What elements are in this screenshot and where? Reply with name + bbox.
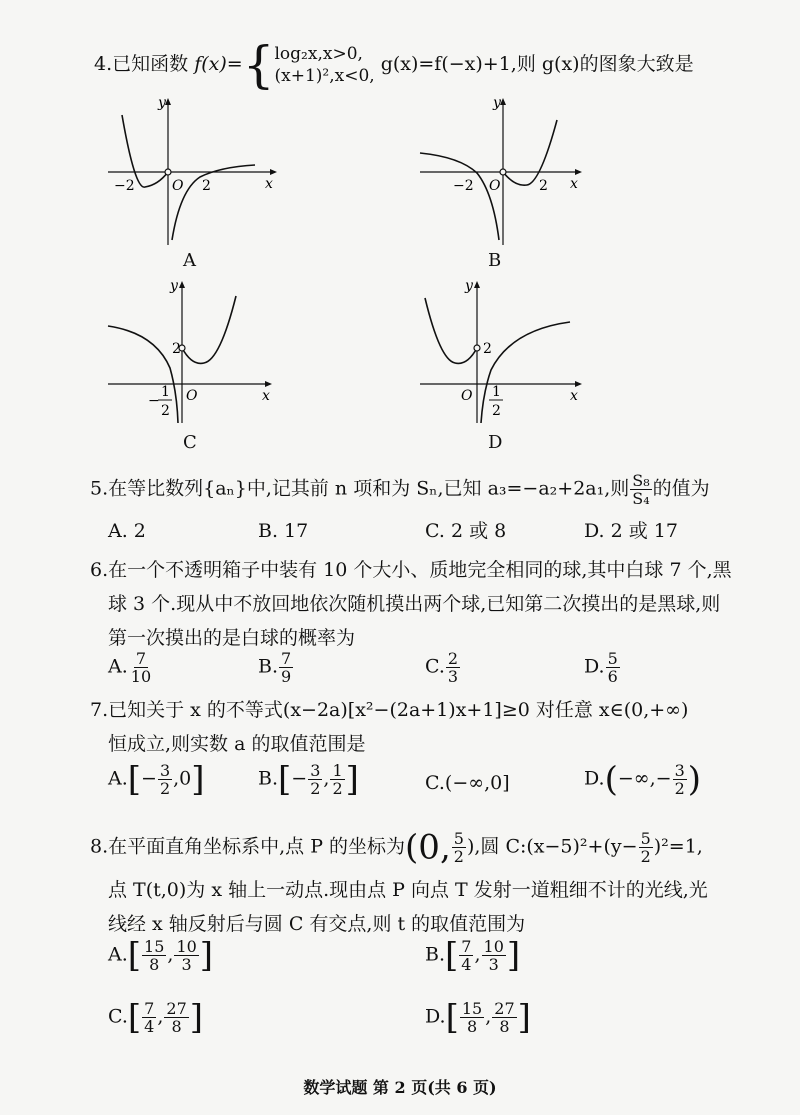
q8-l1c: ),圆 C:(x−5)²+ (466, 835, 604, 858)
q8-option-b-open: [ (445, 935, 459, 976)
graph-d-y-arrow (474, 281, 480, 288)
q8-option-c-n1: 7 (144, 999, 155, 1018)
q6-option-c-num: 2 (447, 649, 459, 668)
q8-option-d: D.[ $\frac{15}{8}$ , $\frac{27}{8}$ ] (425, 997, 531, 1038)
graph-a-open-point (165, 169, 171, 175)
q8-option-c: C.[ $\frac{7}{4}$ , $\frac{27}{8}$ ] (108, 997, 204, 1038)
q7-option-b-den2: 2 (332, 779, 343, 798)
q6-option-c-den: 3 (447, 667, 459, 686)
q8-option-c-frac1 (142, 1000, 156, 1035)
q8-option-a-frac1 (142, 938, 166, 973)
q8-option-a-letter: A. (108, 943, 128, 966)
graph-a-x-arrow (270, 169, 277, 175)
graph-b-label: B (488, 250, 502, 271)
graph-d-x-label: x (570, 388, 578, 404)
graph-b-x-arrow (575, 169, 582, 175)
graph-b-y-label: y (493, 95, 501, 111)
q8-option-a: A.[ $\frac{15}{8}$ , $\frac{10}{3}$ ] (108, 935, 214, 976)
q6-option-a-num: 7 (135, 649, 147, 668)
q6-option-a (108, 650, 154, 685)
q8-option-d-n2: 27 (494, 999, 515, 1018)
graph-c-origin: O (186, 388, 198, 404)
q7-option-c-text: (−∞,0] (444, 772, 510, 794)
q8-option-c-open: [ (127, 997, 142, 1038)
q7-option-a-frac (158, 762, 172, 797)
graph-b-open-point (500, 169, 506, 175)
q6-option-a-letter: A. (108, 655, 128, 678)
q6-option-c-frac (446, 650, 460, 685)
graph-c-x-label: x (262, 388, 270, 404)
q8-option-a-frac2 (174, 938, 198, 973)
q6-option-b-den: 9 (281, 667, 292, 686)
graph-d-open-point (474, 345, 480, 351)
q7-option-d (584, 759, 702, 800)
q8-option-d-open: [ (445, 997, 459, 1038)
q4-suffix: g(x)=f(−x)+1,则 g(x)的图象大致是 (380, 53, 694, 75)
q8-option-b-n1: 7 (461, 937, 472, 956)
q8-option-c-close: ] (189, 997, 204, 1038)
graph-d-svg (415, 278, 595, 428)
graph-c-label: C (183, 432, 197, 453)
page-footer: 数学试题 第 2 页(共 6 页) (303, 1078, 497, 1097)
q7-option-d-num: 3 (674, 761, 685, 780)
graph-c-frac-num: 1 (161, 384, 170, 400)
graph-c-x-arrow (265, 381, 272, 387)
q8-l1a: 8.在平面直角坐标系中,点 P 的坐标为 (90, 835, 406, 858)
q4-f-def: f(x)= (194, 53, 243, 75)
q5-fraction (630, 472, 651, 507)
q8-option-b-d1: 4 (461, 955, 472, 974)
q8-l1-num1: 5 (453, 829, 464, 848)
q6-option-b-letter: B. (258, 655, 279, 678)
q5-option-a: A. 2 (108, 520, 146, 542)
graph-c-y-label: y (170, 278, 178, 294)
q4-brace: { (242, 36, 275, 94)
graph-a-origin: O (172, 178, 184, 194)
graph-d-label: D (488, 432, 503, 453)
q7-option-c (425, 770, 510, 796)
q8-line3: 线经 x 轴反射后与圆 C 有交点,则 t 的取值范围为 (108, 913, 526, 935)
q6-option-d-letter: D. (584, 655, 605, 678)
q8-option-b: B.[ $\frac{7}{4}$ , $\frac{10}{3}$ ] (425, 935, 521, 976)
graph-c-curve-right (182, 296, 236, 363)
q7-option-d-den: 2 (674, 779, 685, 798)
q8-option-d-n1: 15 (461, 999, 483, 1018)
q6-option-c-letter: C. (425, 655, 445, 678)
q8-option-a-n1: 15 (144, 937, 165, 956)
graph-b-x-label: x (570, 176, 578, 192)
q8-l1d: (y− (603, 835, 638, 858)
q7-option-a-open: [ (127, 759, 142, 800)
q7-option-a-den: 2 (159, 779, 171, 798)
q5-stem (90, 472, 710, 507)
q8-l1-frac1 (452, 830, 466, 865)
q7-option-d-open: ( (604, 759, 618, 800)
graph-a-tick-2: 2 (202, 178, 211, 194)
q4-stem (94, 36, 694, 94)
graph-b-curve-right (503, 120, 557, 185)
q8-option-d-letter: D. (425, 1005, 446, 1028)
graph-b-tick-2: 2 (539, 178, 548, 194)
graph-a-tick-neg2: −2 (114, 178, 135, 194)
q8-option-c-frac2 (164, 1000, 188, 1035)
q7-option-b-num: 3 (310, 761, 321, 780)
q7-option-b-frac2 (330, 762, 344, 797)
q8-option-d-frac2 (492, 1000, 516, 1035)
q6-option-a-den: 10 (130, 667, 152, 686)
q8-option-d-frac1 (460, 1000, 484, 1035)
q7-line2: 恒成立,则实数 a 的取值范围是 (108, 733, 366, 755)
q8-l1-num2: 5 (640, 829, 651, 848)
graph-d-tick-2: 2 (483, 341, 492, 357)
q6-option-b-num: 7 (281, 649, 292, 668)
graph-a-x-label: x (265, 176, 273, 192)
q6-option-c (425, 650, 461, 685)
q8-line1 (90, 827, 703, 868)
q8-option-a-d1: 8 (149, 955, 160, 974)
q5-frac-num: S₈ (632, 471, 650, 490)
q6-option-d (584, 650, 621, 685)
graph-c-y-arrow (179, 281, 185, 288)
graph-b-svg (415, 95, 595, 250)
q8-l1-den1: 2 (453, 847, 464, 866)
q8-option-a-n2: 10 (176, 937, 197, 956)
q6-line1: 6.在一个不透明箱子中装有 10 个大小、质地完全相同的球,其中白球 7 个,黑 (90, 559, 732, 581)
q8-option-d-d1: 8 (466, 1017, 478, 1036)
q5-frac-den: S₄ (632, 489, 650, 508)
q7-option-b-num2: 1 (332, 761, 343, 780)
q8-option-a-close: ] (199, 935, 214, 976)
q7-option-a-close: ] (191, 759, 205, 800)
q6-line3: 第一次摸出的是白球的概率为 (108, 627, 356, 649)
q7-option-b-sep: , (323, 767, 330, 790)
q8-option-a-open: [ (127, 935, 142, 976)
graph-a-label: A (183, 250, 196, 271)
q7-option-b-letter: B. (258, 767, 279, 790)
q8-option-b-frac1 (459, 938, 473, 973)
q8-option-c-d1: 4 (144, 1017, 155, 1036)
q4-piecewise (275, 43, 375, 87)
graph-a (100, 95, 280, 250)
q5-text2: 的值为 (652, 477, 710, 500)
graph-a-y-label: y (158, 95, 166, 111)
graph-b (415, 95, 595, 250)
q8-option-a-d2: 3 (181, 955, 192, 974)
q6-option-d-den: 6 (607, 667, 618, 686)
q5-option-c: C. 2 或 8 (425, 520, 507, 542)
graph-b-tick-neg2: −2 (453, 178, 474, 194)
q7-option-b-sign: − (291, 767, 308, 790)
q7-option-b-open: [ (278, 759, 292, 800)
q8-option-d-close: ] (517, 997, 531, 1038)
graph-c-frac-den: 2 (161, 403, 170, 419)
q8-l1e: )²=1, (653, 835, 703, 858)
q7-option-b (258, 759, 359, 800)
q5-option-d: D. 2 或 17 (584, 520, 678, 542)
q6-option-d-num: 5 (607, 649, 618, 668)
q7-option-b-frac1 (308, 762, 322, 797)
q8-l1-frac2 (639, 830, 653, 865)
q8-l1b: (0, (405, 827, 451, 868)
q8-l1-den2: 2 (640, 847, 651, 866)
q6-option-d-frac (606, 650, 620, 685)
q5-option-b: B. 17 (258, 520, 309, 542)
graph-b-origin: O (489, 178, 501, 194)
q4-piece1: log₂x,x>0, (274, 44, 363, 64)
graph-c-frac-sign: − (148, 393, 160, 409)
q8-option-c-d2: 8 (171, 1017, 182, 1036)
q7-line1: 7.已知关于 x 的不等式(x−2a)[x²−(2a+1)x+1]≥0 对任意 x∈(0,+∞) (90, 699, 689, 721)
graph-d-curve-left (425, 298, 477, 363)
graph-d-frac-num: 1 (492, 384, 501, 400)
graph-d-x-arrow (575, 381, 582, 387)
q8-option-c-n2: 27 (166, 999, 187, 1018)
q7-option-d-letter: D. (584, 767, 605, 790)
q4-piece2: (x+1)²,x<0, (274, 66, 375, 86)
graph-a-curve-left (122, 115, 168, 187)
q8-option-b-d2: 3 (488, 955, 499, 974)
q7-option-a-sign: − (141, 767, 157, 790)
q6-option-b (258, 650, 294, 685)
q7-option-b-den: 2 (310, 779, 321, 798)
graph-c-svg (100, 278, 280, 428)
q7-option-d-frac (673, 762, 687, 797)
q7-option-a-rest: ,0 (173, 767, 192, 790)
q8-line2: 点 T(t,0)为 x 轴上一动点.现由点 P 向点 T 发射一道粗细不计的光线,光 (108, 879, 708, 901)
q5-text1: 5.在等比数列{aₙ}中,记其前 n 项和为 Sₙ,已知 a₃=−a₂+2a₁,则 (90, 477, 630, 500)
q7-option-d-pre: −∞,− (617, 767, 672, 790)
q6-line2: 球 3 个.现从中不放回地依次随机摸出两个球,已知第二次摸出的是黑球,则 (108, 593, 721, 615)
graph-d-y-label: y (465, 278, 473, 294)
q7-option-d-close: ) (687, 759, 702, 800)
graph-a-svg (100, 95, 280, 250)
q8-option-b-close: ] (506, 935, 521, 976)
q7-option-a-num: 3 (159, 761, 171, 780)
graph-d (415, 278, 595, 428)
q8-option-d-d2: 8 (499, 1017, 510, 1036)
q7-option-a (108, 759, 205, 800)
graph-a-curve-right (172, 165, 255, 240)
q8-option-b-n2: 10 (483, 937, 504, 956)
q8-option-b-frac2 (482, 938, 506, 973)
q6-option-b-frac (279, 650, 293, 685)
graph-b-curve-left (420, 153, 499, 240)
q4-prefix: 4.已知函数 (94, 53, 189, 75)
q7-option-a-letter: A. (108, 767, 128, 790)
q7-option-b-close: ] (345, 759, 359, 800)
q8-option-c-letter: C. (108, 1005, 128, 1028)
q8-option-b-letter: B. (425, 943, 446, 966)
graph-d-frac-den: 2 (492, 403, 501, 419)
graph-c-tick-2: 2 (172, 341, 181, 357)
graph-d-origin: O (461, 388, 473, 404)
q7-option-c-letter: C. (425, 772, 445, 794)
graph-c (100, 278, 280, 428)
q6-option-a-frac (129, 650, 153, 685)
